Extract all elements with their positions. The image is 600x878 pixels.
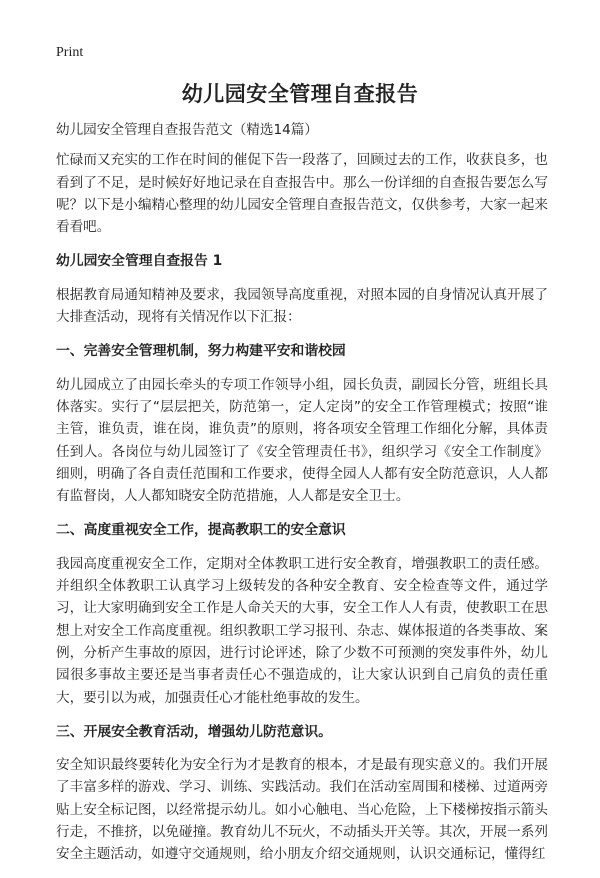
section-heading-3: 三、开展安全教育活动，增强幼儿防范意识。	[56, 723, 332, 740]
section-heading-2: 二、高度重视安全工作，提高教职工的安全意识	[56, 522, 346, 539]
intro-paragraph: 忙碌而又充实的工作在时间的催促下告一段落了，回顾过去的工作，收获良多，也看到了不足，是时候好好地记录在自查报告中。那么一份详细的自查报告要怎么写呢？以下是小编精心整理的幼儿园安全管理自查报告范文，仅供参考，大家一起来看看吧。	[56, 152, 548, 236]
report-opening-paragraph: 根据教育局通知精神及要求，我园领导高度重视，对照本园的自身情况认真开展了大排查活动，现将有关情况作以下汇报：	[56, 286, 548, 326]
section-body-1: 幼儿园成立了由园长牵头的专项工作领导小组，园长负责，副园长分管，班组长具体落实。实行了“层层把关，防范第一，定人定岗”的安全工作管理模式；按照“谁主管，谁负责，谁在岗，谁负责”的原则，将各项安全管理工作细化分解，具体责任到人。各岗位与幼儿园签订了《安全管理责任书》，组织学习《安全工作制度》细则，明确了各自责任范围和工作要求，使得全园人人都有安全防范意识，人人都有监督岗，人人都知晓安全防范措施，人人都是安全卫士。	[56, 376, 548, 505]
document-subtitle: 幼儿园安全管理自查报告范文（精选14篇）	[56, 122, 318, 138]
document-content	[56, 119, 548, 878]
section-body-3: 安全知识最终要转化为安全行为才是教育的根本，才是最有现实意义的。我们开展了丰富多样的游戏、学习、训练、实践活动。我们在活动室周围和楼梯、过道两旁贴上安全标记图，以经常提示幼儿。如小心触电、当心危险，上下楼梯按指示箭头行走，不推挤，以免碰撞。教育幼儿不玩火，不动插头开关等。其次，开展一系列安全主题活动，如遵守交通规则，给小朋友介绍交通规则，认识交通标记，懂得红	[56, 757, 548, 863]
document-title: 幼儿园安全管理自查报告	[181, 82, 419, 106]
print-link[interactable]: Print	[56, 45, 84, 60]
section-heading-1: 一、完善安全管理机制，努力构建平安和谐校园	[56, 343, 346, 360]
report-heading: 幼儿园安全管理自查报告 1	[56, 253, 223, 270]
section-body-2: 我园高度重视安全工作，定期对全体教职工进行安全教育，增强教职工的责任感。并组织全体教职工认真学习上级转发的各种安全教育、安全检查等文件，通过学习，让大家明确到安全工作是人命关天的大事，安全工作人人有责，使教职工在思想上对安全工作高度重视。组织教职工学习报刊、杂志、媒体报道的各类事故、案例，分析产生事故的原因，进行讨论评述，除了少数不可预测的突发事件外，幼儿园很多事故主要还是当事者责任心不强造成的，让大家认识到自己肩负的责任重大，要引以为戒，加强责任心才能杜绝事故的发生。	[56, 555, 548, 706]
